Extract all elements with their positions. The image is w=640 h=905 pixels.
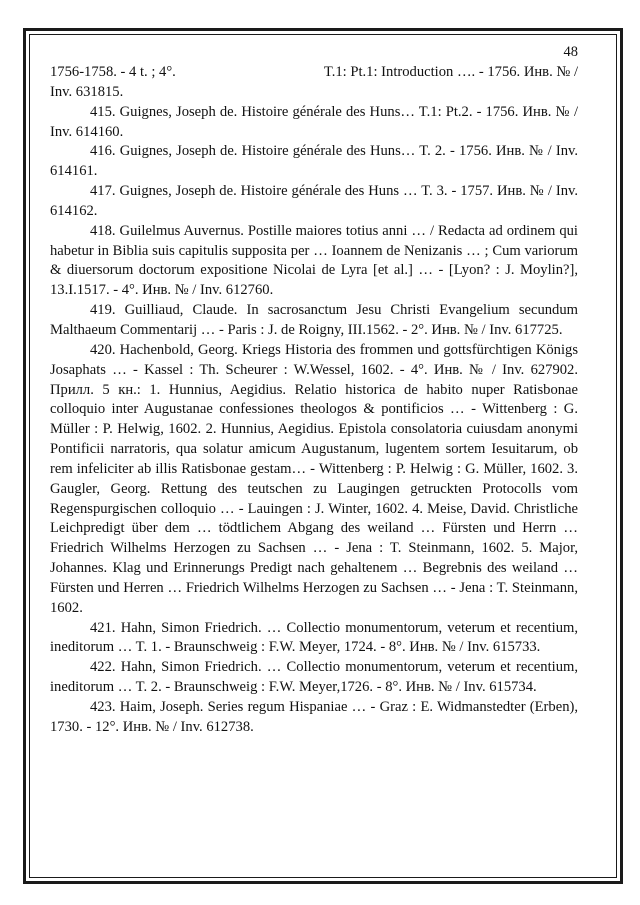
entry-422: 422. Hahn, Simon Friedrich. … Collectio monumentorum, veterum et recentium, ineditorum … T. 2. - Braunschweig : F.W. Meyer,1726. - 8°. Инв. № / Inv. 615734.	[50, 659, 578, 696]
entry-418: 418. Guilelmus Auvernus. Postille maiores totius anni … / Redacta ad ordinem qui habetur in Biblia suis capitulis supposita per … Ioannem de Nenizanis … ; Cum variorum & diuersorum doctorum expositione Nicolai de Lyra [et al.] … - [Lyon? : J. Moylin?], 13.I.1517. - 4°. Инв. № / Inv. 612760.	[50, 222, 578, 299]
entry-417: 417. Guignes, Joseph de. Histoire générale des Huns … T. 3. - 1757. Инв. № / Inv. 614162.	[50, 183, 578, 219]
entry-420: 420. Hachenbold, Georg. Kriegs Historia des frommen und gottsfürchtigen Königs Josaphats … - Kassel : Th. Scheurer : W.Wessel, 1602. - 4°. Инв. № / Inv. 627902. Прилл. 5 кн.: 1. Hunnius, Aegidius. Relatio historica de habito nuper Ratisbonae colloquio inter Augustanae confessiones theologos & pontificios … - Wittenberg : G. Müller : P. Helwig, 1602. 2. Hunnius, Aegidius. Epistola consolatoria cuiusdam anonymi Pontificii narratoris, qua solatur amicum Augustanum, lugentem sortem Iesuitarum, ob rem infeliciter ab illis Ratisbonae gestam… - Wittenberg : P. Helwig : G. Müller, 1602. 3. Gaugler, Georg. Rettung des teutschen zu Laugingen getruckten Protocolls vom Regenspurgischen colloquio … - Lauingen : J. Winter, 1602. 4. Meise, David. Christliche Leichpredigt über dem … tödtlichem Abgang des weiland … Fürsten und Herrn … Friedrich Wilhelms Herzogen zu Sachsen … - Jena : T. Steinmann, 1602. 5. Major, Johannes. Klag und Erinnerungs Predigt nach gehaltenem … Begrebnis des weiland … Fürsten und Herren … Friedrich Wilhelms Herzogen zu Sachsen … - Jena : T. Steinmann, 1602.	[50, 341, 578, 616]
entry-421: 421. Hahn, Simon Friedrich. … Collectio monumentorum, veterum et recentium, ineditorum … T. 1. - Braunschweig : F.W. Meyer, 1724. - 8°. Инв. № / Inv. 615733.	[50, 619, 578, 656]
entry-419: 419. Guilliaud, Claude. In sacrosanctum Jesu Christi Evangelium secundum Malthaeum Commentarij … - Paris : J. de Rоigny, III.1562. - 2°. Инв. № / Inv. 617725.	[50, 302, 578, 338]
catalog-text	[50, 63, 578, 738]
entry-423: 423. Haim, Joseph. Series regum Hispaniae … - Graz : E. Widmanstedter (Erben), 1730. - 12°. Инв. № / Inv. 612738.	[50, 699, 578, 735]
continuation-line	[50, 63, 578, 83]
continuation-left: 1756-1758. - 4 t. ; 4°.	[50, 64, 176, 80]
page-number: 48	[563, 44, 578, 60]
entry-416: 416. Guignes, Joseph de. Histoire générale des Huns… T. 2. - 1756. Инв. № / Inv. 614161.	[50, 143, 578, 180]
continuation-line-2: Inv. 631815.	[50, 83, 124, 100]
continuation-right: T.1: Pt.1: Introduction …. - 1756. Инв. № /	[323, 64, 578, 80]
entry-415: 415. Guignes, Joseph de. Histoire générale des Huns… T.1: Pt.2. - 1756. Инв. № / Inv. 614160.	[50, 103, 578, 140]
